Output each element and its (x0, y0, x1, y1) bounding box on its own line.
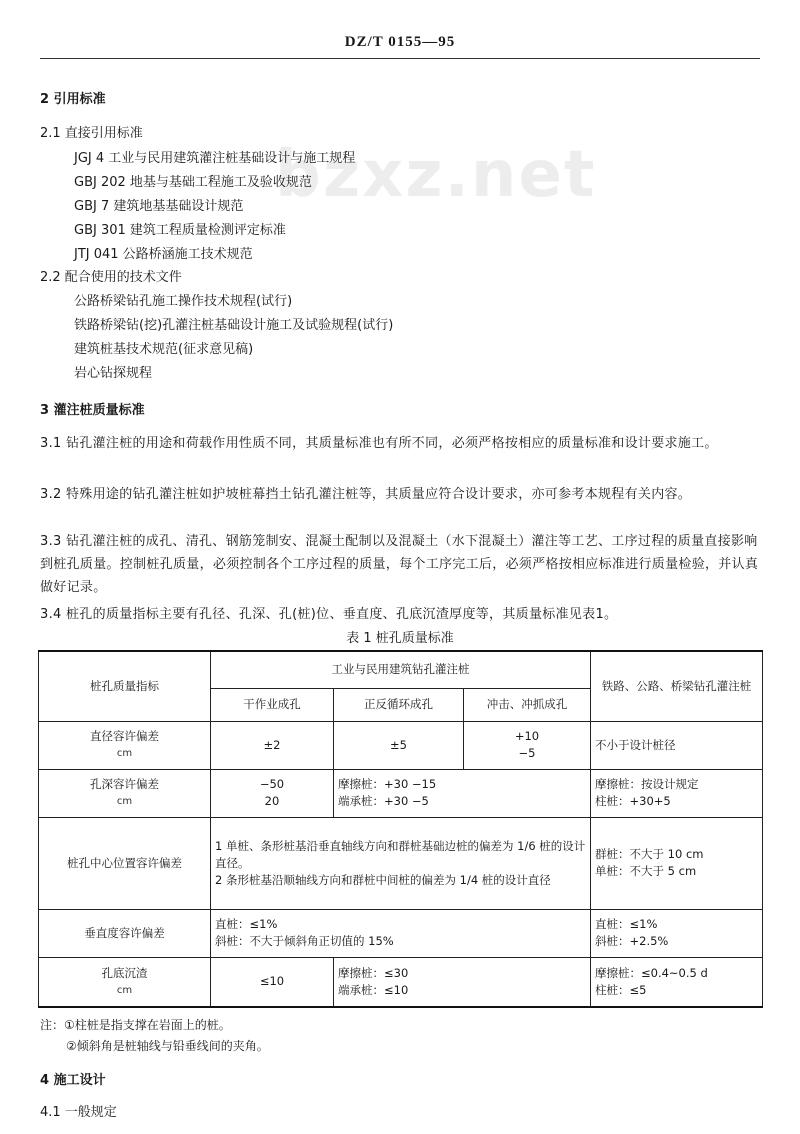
section-4-1-title: 4.1 一般规定 (40, 1105, 117, 1120)
cell-value (591, 817, 763, 909)
section-2-title: 2 引用标准 (40, 92, 106, 107)
cell-value: ±5 (334, 721, 464, 769)
header-dry: 干作业成孔 (211, 688, 334, 721)
section-3-title: 3 灌注桩质量标准 (40, 403, 145, 418)
reference-item: JGJ 4 工业与民用建筑灌注桩基础设计与施工规程 (74, 151, 356, 166)
tech-doc-item: 铁路桥梁钻(挖)孔灌注桩基础设计施工及试验规程(试行) (74, 318, 394, 333)
tech-doc-item: 岩心钻探规程 (74, 366, 153, 381)
cell-value (591, 957, 763, 1007)
cell-line: 端承桩：≤10 (338, 982, 409, 997)
cell-line: −5 (518, 746, 536, 760)
cell-line: 柱桩：≤5 (595, 982, 647, 997)
cell-value (334, 957, 591, 1007)
header-impact: 冲击、冲抓成孔 (464, 688, 591, 721)
cell-line: 斜桩：不大于倾斜角正切值的 15% (215, 934, 394, 948)
tech-doc-item: 建筑桩基技术规范(征求意见稿) (74, 342, 254, 357)
cell-line: 摩擦桩：+30 −15 (338, 777, 437, 791)
table-row (39, 769, 763, 817)
cell-line: 直桩：≤1% (215, 917, 278, 931)
unit-text: cm (116, 748, 133, 759)
cell-line: 2 条形桩基沿顺轴线方向和群桩中间桩的偏差为 1/4 桩的设计直径 (215, 872, 551, 887)
paragraph-3-2: 3.2 特殊用途的钻孔灌注桩如护坡桩幕挡土钻孔灌注桩等，其质量应符合设计要求，亦可参考本规程有关内容。 (40, 487, 692, 502)
cell-line: 斜桩：+2.5% (595, 934, 669, 948)
label-text: 孔底沉渣 (101, 965, 148, 980)
cell-line: −50 (259, 777, 285, 791)
label-text: 直径容许偏差 (90, 729, 159, 743)
table-note: 注：①柱桩是指支撑在岩面上的桩。 (40, 1018, 231, 1032)
reference-item: GBJ 301 建筑工程质量检测评定标准 (74, 223, 286, 238)
cell-value: 不小于设计桩径 (591, 721, 763, 769)
header-group: 工业与民用建筑钻孔灌注桩 (211, 651, 591, 688)
cell-value (211, 769, 334, 817)
header-indicator: 桩孔质量指标 (39, 651, 211, 721)
table-note: ②倾斜角是桩轴线与铅垂线间的夹角。 (66, 1039, 269, 1053)
cell-value (591, 909, 763, 957)
cell-value (211, 817, 591, 909)
section-4-title: 4 施工设计 (40, 1073, 106, 1088)
cell-value (334, 769, 591, 817)
cell-line: 群桩：不大于 10 cm (595, 847, 704, 861)
row-label (39, 769, 211, 817)
cell-value (464, 721, 591, 769)
table-row (39, 721, 763, 769)
reference-item: GBJ 7 建筑地基基础设计规范 (74, 199, 244, 214)
cell-line: 单桩：不大于 5 cm (595, 864, 697, 878)
row-label (39, 721, 211, 769)
cell-line: 端承桩：+30 −5 (338, 794, 429, 808)
label-text: 孔深容许偏差 (90, 777, 159, 791)
reference-item: GBJ 202 地基与基础工程施工及验收规范 (74, 175, 312, 190)
cell-line: 摩擦桩：≤30 (338, 965, 409, 980)
table-row (39, 957, 763, 1007)
cell-line: 柱桩：+30+5 (595, 794, 671, 808)
paragraph-3-4: 3.4 桩孔的质量指标主要有孔径、孔深、孔(桩)位、垂直度、孔底沉渣厚度等，其质量标准见表1。 (40, 607, 618, 622)
cell-line: +10 (514, 729, 540, 743)
paragraph-3-1: 3.1 钻孔灌注桩的用途和荷载作用性质不同，其质量标准也有所不同，必须严格按相应的质量标准和设计要求施工。 (40, 436, 718, 451)
paragraph-3-3: 3.3 钻孔灌注桩的成孔、清孔、钢筋笼制安、混凝土配制以及混凝土（水下混凝土）灌注等工艺、工序过程的质量直接影响到桩孔质量。控制桩孔质量，必须控制各个工序过程的质量，每个工序完工后，必须严格按相应标准进行质量检验，并认真做好记录。 (40, 534, 759, 595)
quality-table (38, 650, 763, 1008)
row-label (39, 957, 211, 1007)
cell-value (591, 769, 763, 817)
row-label: 垂直度容许偏差 (39, 909, 211, 957)
header-rail: 铁路、公路、桥梁钻孔灌注桩 (591, 651, 763, 721)
tech-doc-item: 公路桥梁钻孔施工操作技术规程(试行) (74, 294, 293, 309)
header-rule (40, 58, 760, 59)
table-row (39, 909, 763, 957)
cell-line: 摩擦桩：≤0.4~0.5 d (595, 965, 708, 980)
cell-value: ±2 (211, 721, 334, 769)
table-row (39, 817, 763, 909)
watermark: bzxz.net (275, 138, 597, 212)
row-label: 桩孔中心位置容许偏差 (39, 817, 211, 909)
cell-value: ≤10 (211, 957, 334, 1007)
section-2-2-title: 2.2 配合使用的技术文件 (40, 270, 182, 285)
table-caption: 表 1 桩孔质量标准 (346, 631, 454, 646)
cell-line: 20 (264, 794, 280, 808)
section-2-1-title: 2.1 直接引用标准 (40, 126, 143, 141)
reference-item: JTJ 041 公路桥涵施工技术规范 (74, 247, 253, 262)
unit-text: cm (116, 984, 133, 996)
cell-line: 1 单桩、条形桩基沿垂直轴线方向和群桩基础边桩的偏差为 1/6 桩的设计直径。 (215, 838, 586, 870)
cell-line: 直桩：≤1% (595, 917, 658, 931)
unit-text: cm (116, 796, 133, 807)
cell-line: 摩擦桩：按设计规定 (595, 777, 699, 791)
page-header: DZ/T 0155—95 (344, 34, 456, 50)
header-mud: 正反循环成孔 (334, 688, 464, 721)
cell-value (211, 909, 591, 957)
